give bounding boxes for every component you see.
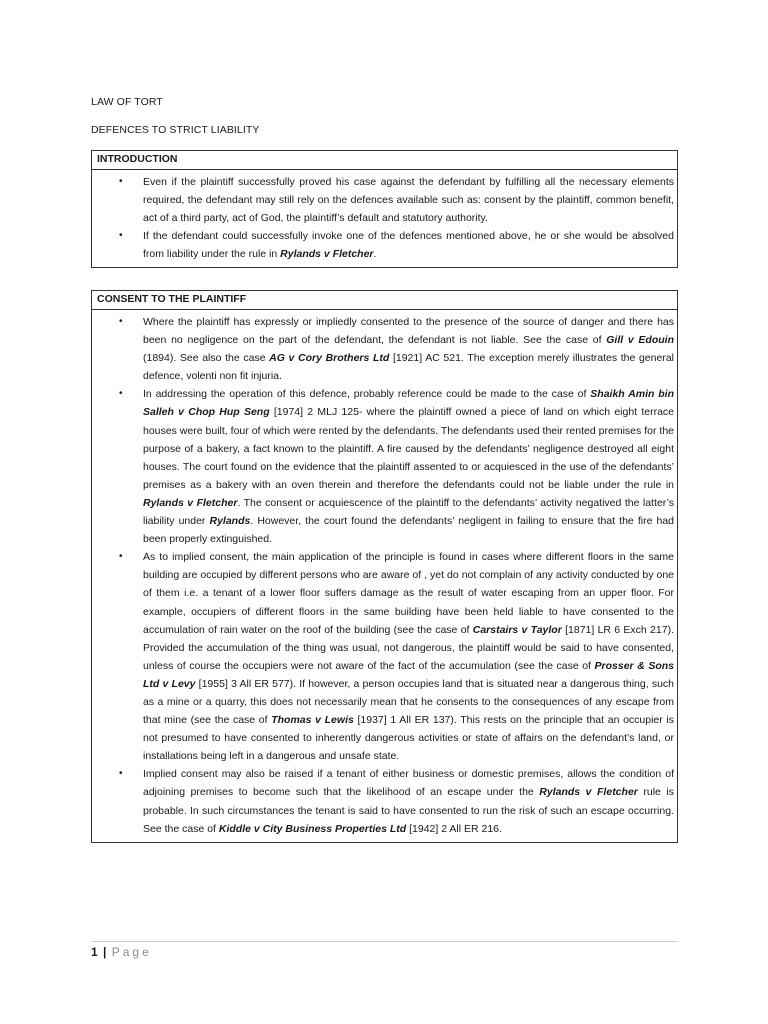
bullet-paragraph [92, 227, 674, 263]
bullet-list [92, 173, 674, 263]
section-body [92, 310, 678, 843]
bullet-paragraph [92, 548, 674, 765]
bullet-paragraph [92, 765, 674, 837]
paragraph-text: As to implied consent, the main application of the principle is found in cases where different floors in the same building are occupied by different persons who are aware of , yet do not complain of any activity conducted by one of them i.e. a tenant of a lower floor suffers damage as the result of water escaping from an upper floor. For example, occupiers of different floors in the same building have been held liable to have consented to the accumulation of rain water on the roof of the building (see the case of [143, 551, 674, 636]
case-name: Rylands v Fletcher [280, 248, 374, 261]
paragraph-text: Even if the plaintiff successfully proved his case against the defendant by fulfilling all the necessary elements required, the defendant may still rely on the defences available such as: consent by the plaintiff, common benefit, act of a third party, act of God, the plaintiff’s default and statutory authority. [143, 176, 674, 225]
case-name: Thomas v Lewis [271, 714, 354, 727]
paragraph-text: [1974] 2 MLJ 125- where the plaintiff owned a piece of land on which eight terrace houses were built, four of which were rented by the defendants. The defendants used their rented premises for the purpose of a bakery, a fact known to the plaintiff. A fire caused by the defendants’ negligence destroyed all eight houses. The court found on the evidence that the plaintiff assented to or acquiesced in the use of the defendants’ premises as a bakery with an oven therein and therefore the defendants could not be liable under the rule in [143, 406, 674, 491]
case-name: Prosser & Sons Ltd v Levy [143, 659, 674, 690]
document-title: LAW OF TORT [91, 96, 163, 108]
paragraph-text: rule is probable. In such circumstances the tenant is said to have consented to run the risk of such an escape occurring. See the case of [143, 786, 675, 835]
bullet-marker: • [119, 230, 123, 242]
bullet-marker: • [119, 768, 123, 780]
footer-divider [91, 941, 678, 942]
page-number: 1 [91, 945, 98, 959]
paragraph-text: [1937] 1 All ER 137). This rests on the principle that an occupier is not presumed to have consented to inherently dangerous activities or state of affairs on the defendant’s land, or installations being left in a dangerous and unsafe state. [143, 714, 675, 763]
bullet-marker: • [119, 388, 123, 400]
paragraph-text: [1921] AC 521. The exception merely illustrates the general defence, volenti non fit injuria. [143, 352, 674, 383]
paragraph-text: [1871] LR 6 Exch 217). Provided the accumulation of the thing was usual, not dangerous, the plaintiff would be said to have consented, unless of course the occupiers were not aware of the fact of the accumulation (see the case of [143, 623, 674, 672]
paragraph-text: . However, the court found the defendants’ negligent in failing to ensure that the fire had been properly extinguished. [143, 515, 675, 546]
section-heading: CONSENT TO THE PLAINTIFF [92, 291, 678, 310]
paragraph-text: In addressing the operation of this defence, probably reference could be made to the case of [143, 388, 591, 401]
paragraph-text: [1955] 3 All ER 577). If however, a person occupies land that is situated near a dangerous thing, such as a mine or a quarry, this does not necessarily mean that he consents to the consequences of any escape from that mine (see the case of [143, 677, 674, 727]
paragraph-text: . [373, 248, 377, 261]
case-name: Carstairs v Taylor [472, 623, 562, 636]
case-name: Gill v Edouin [606, 334, 675, 347]
bullet-paragraph [92, 313, 674, 385]
paragraph-text: If the defendant could successfully invoke one of the defences mentioned above, he or she would be absolved from liability under the rule in [143, 230, 674, 261]
bullet-marker: • [119, 176, 123, 187]
page-footer [91, 944, 152, 960]
section-body [92, 170, 678, 268]
bullet-list [92, 313, 674, 838]
paragraph-text: Implied consent may also be raised if a tenant of either business or domestic premises, allows the condition of adjoining premises to become such that the likelihood of an escape under the [143, 768, 674, 799]
paragraph-text: . The consent or acquiescence of the plaintiff to the defendants’ activity negatived the latter’s liability under [143, 496, 674, 528]
bullet-marker: • [119, 316, 123, 327]
case-name: Shaikh Amin bin Salleh v Chop Hup Seng [143, 388, 674, 419]
section-introduction [91, 150, 678, 268]
bullet-paragraph [92, 173, 674, 227]
bullet-marker: • [119, 551, 123, 563]
paragraph-text: Where the plaintiff has expressly or impliedly consented to the presence of the source of danger and there has been no negligence on the part of the defendant, the defendant is not liable. See the case of [143, 316, 674, 347]
footer-separator: | [103, 945, 107, 959]
case-name: Rylands [209, 515, 251, 528]
case-name: Rylands v Fletcher [539, 786, 638, 799]
section-consent [91, 290, 678, 843]
case-name: Rylands v Fletcher [143, 496, 238, 509]
page-label: Page [111, 945, 152, 959]
case-name: Kiddle v City Business Properties Ltd [218, 822, 407, 835]
bullet-paragraph [92, 385, 674, 548]
document-subtitle: DEFENCES TO STRICT LIABILITY [91, 124, 260, 136]
section-heading: INTRODUCTION [92, 151, 678, 170]
paragraph-text: [1942] 2 All ER 216. [406, 822, 502, 835]
case-name: AG v Cory Brothers Ltd [269, 352, 390, 365]
paragraph-text: (1894). See also the case [143, 352, 270, 365]
